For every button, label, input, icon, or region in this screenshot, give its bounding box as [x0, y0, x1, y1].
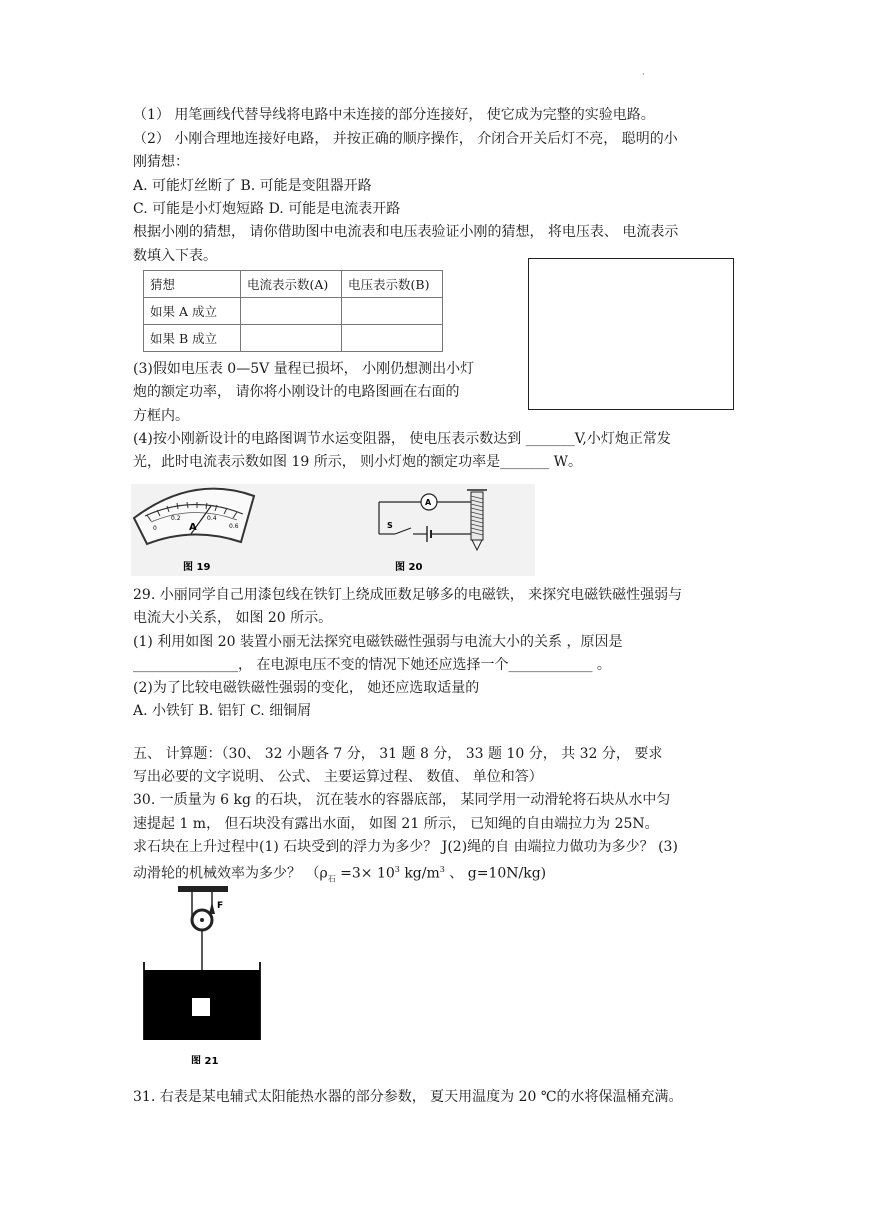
section-5-heading-cont: 写出必要的文字说明、 公式、 主要运算过程、 数值、 单位和答）: [133, 769, 543, 785]
figure-20-caption: 图 20: [395, 562, 423, 573]
question-29-1-line: (1) 利用如图 20 装置小丽无法探究电磁铁磁性强弱与电流大小的关系 ，原因是: [133, 634, 623, 650]
question-3-line: (3)假如电压表 0—5V 量程已损坏， 小刚仍想测出小灯: [133, 361, 475, 377]
question-29-2-options: A. 小铁钉 B. 铝钉 C. 细铜屑: [133, 703, 312, 719]
figure-19-20-strip: [131, 484, 535, 576]
table-header-cell: 电流表示数(A): [241, 271, 342, 298]
table-header-cell: 电压表示数(B): [342, 271, 443, 298]
question-30-subquestions: 求石块在上升过程中(1) 石块受到的浮力为多少？ J(2)绳的自 由端拉力做功为多少？ (3): [133, 839, 678, 855]
circuit-drawing-box: [528, 258, 734, 410]
table-cell-empty: [241, 298, 342, 325]
table-cell-empty: [342, 325, 443, 352]
question-3-line-cont: 炮的额定功率， 请你将小刚设计的电路图画在右面的: [133, 384, 460, 400]
table-cell: 如果 B 成立: [144, 325, 241, 352]
instruction-line-cont: 数填入下表。: [133, 248, 217, 264]
question-2-line-cont: 刚猜想：: [133, 154, 189, 170]
figure-21-caption: 图 21: [191, 1056, 219, 1064]
table-cell: 如果 A 成立: [144, 298, 241, 325]
ammeter-tick-label: 0.6: [229, 523, 239, 530]
question-29-2-line: (2)为了比较电磁铁磁性强弱的变化， 她还应选取适量的: [133, 680, 480, 696]
question-30-line: 30. 一质量为 6 kg 的石块， 沉在装水的容器底部， 某同学用一动滑轮将石块从水中匀: [133, 792, 671, 808]
ammeter-figure: [131, 484, 535, 576]
question-4-line: (4)按小刚新设计的电路图调节水运变阻器， 使电压表示数达到 _______V,小灯炮正常发: [133, 431, 671, 447]
force-arrow: [209, 902, 215, 914]
question-29-1-blanks: _______________， 在电源电压不变的情况下她还应选择一个____________ 。: [133, 657, 611, 673]
question-29-line-cont: 电流大小关系， 如图 20 所示。: [133, 610, 333, 626]
switch-lever: [395, 528, 411, 534]
question-30-line-cont: 速提起 1 m， 但石块没有露出水面， 如图 21 所示， 已知绳的自由端拉力为 25N。: [133, 816, 659, 832]
instruction-line: 根据小刚的猜想， 请你借助图中电流表和电压表验证小刚的猜想， 将电压表、 电流表示: [133, 224, 679, 240]
pulley-figure: [140, 884, 270, 1064]
question-31-line: 31. 右表是某电辅式太阳能热水器的部分参数， 夏天用温度为 20 ℃的水将保温桶充满。: [133, 1089, 683, 1105]
ammeter-letter: A: [189, 522, 197, 533]
question-2-line: （2） 小刚合理地连接好电路， 并按正确的顺序操作， 介闭合开关后灯不亮， 聪明的小: [133, 131, 678, 147]
switch-label: S: [387, 521, 393, 530]
force-label: F: [217, 901, 224, 911]
table-cell-empty: [342, 298, 443, 325]
section-5-heading: 五、 计算题：（30、 32 小题各 7 分， 31 题 8 分， 33 题 10 分， 共 32 分， 要求: [133, 746, 663, 762]
question-29-line: 29. 小丽同学自己用漆包线在铁钉上绕成匝数足够多的电磁铁， 来探究电磁铁磁性强弱与: [133, 587, 683, 603]
table-row: [144, 298, 443, 325]
guess-table: [143, 270, 443, 352]
electromagnet-circuit: [379, 490, 487, 550]
question-1-line: （1） 用笔画线代替导线将电路中未连接的部分连接好， 使它成为完整的实验电路。: [133, 107, 655, 123]
page-dot: ·: [642, 70, 645, 79]
figure-21: [140, 884, 270, 1064]
table-header-row: [144, 271, 443, 298]
stone-block: [192, 998, 210, 1016]
figure-19-caption: 图 19: [183, 562, 211, 573]
option-ab: A. 可能灯丝断了 B. 可能是变阻器开路: [133, 178, 372, 194]
ammeter-tick-label: 0.2: [171, 515, 181, 522]
ammeter-symbol-letter: A: [425, 498, 432, 507]
table-row: [144, 325, 443, 352]
ammeter-tick-label: 0: [153, 525, 157, 532]
question-30-given-values: 动滑轮的机械效率为多少？ （$\rho_石 =3\times 10^3$ $kg/m^3$ 、 g=10N/kg): [133, 865, 547, 884]
table-header-cell: 猜想: [144, 271, 241, 298]
question-3-line-end: 方框内。: [133, 408, 189, 424]
option-cd: C. 可能是小灯炮短路 D. 可能是电流表开路: [133, 201, 401, 217]
ammeter-tick-label: 0.4: [207, 515, 217, 522]
ceiling-support: [178, 886, 228, 892]
question-4-line-cont: 光，此时电流表示数如图 19 所示， 则小灯炮的额定功率是_______ W。: [133, 454, 583, 470]
table-cell-empty: [241, 325, 342, 352]
